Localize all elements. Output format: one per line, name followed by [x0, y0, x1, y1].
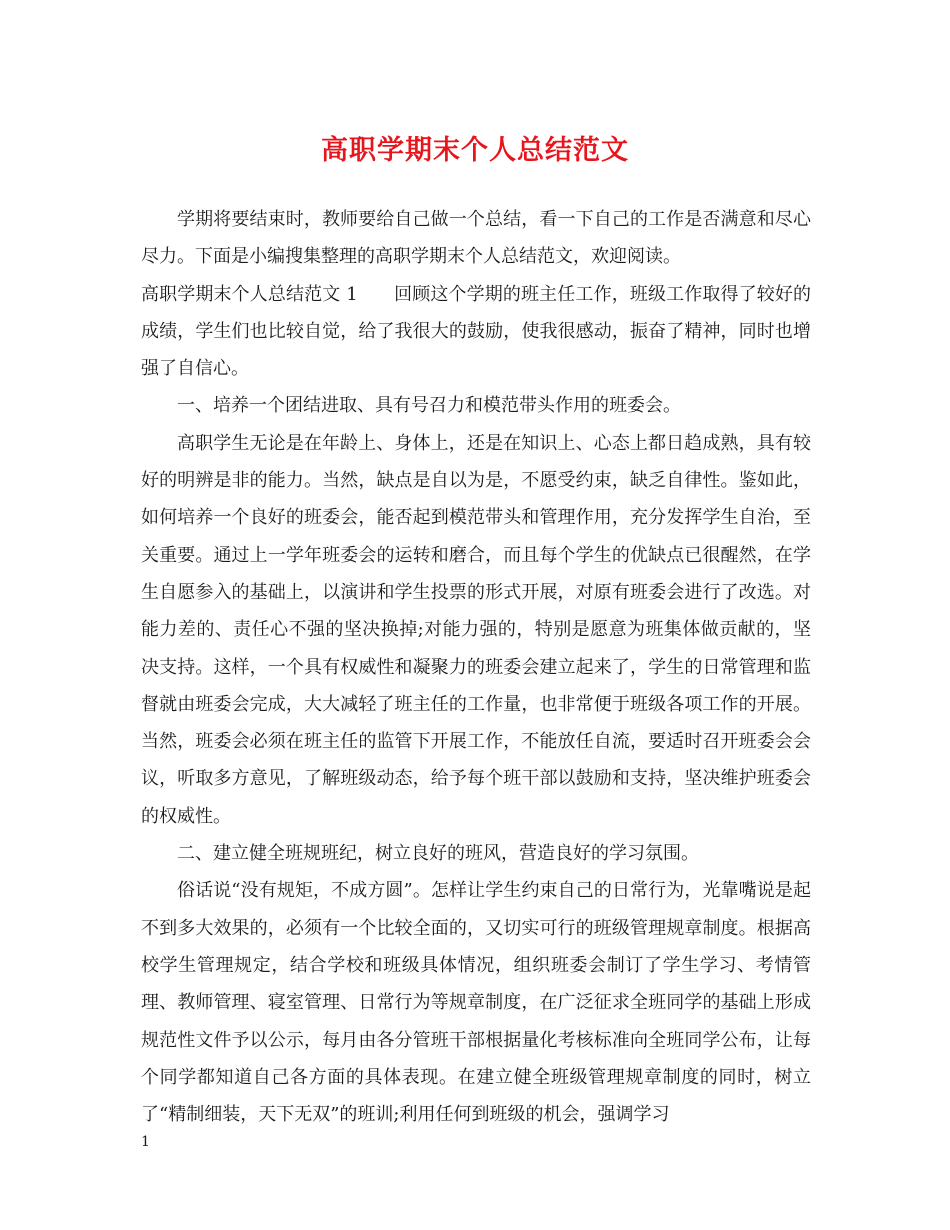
paragraph-body-2: 俗话说“没有规矩，不成方圆”。怎样让学生约束自己的日常行为，光靠嘴说是起不到多大效果的，必须有一个比较全面的，又切实可行的班级管理规章制度。根据高校学生管理规定，结合学校和班级具体情况，组织班委会制订了学生学习、考情管理、教师管理、寝室管理、日常行为等规章制度，在广泛征求全班同学的基础上形成规范性文件予以公示，每月由各分管班干部根据量化考核标准向全班同学公布，让每个同学都知道自己各方面的具体表现。在建立健全班级管理规章制度的同时，树立了“精制细装，天下无双”的班训;利用任何到班级的机会，强调学习 [141, 880, 811, 1126]
document-title: 高职学期末个人总结范文 [321, 135, 629, 166]
paragraph-section-1: 高职学期末个人总结范文 1 回顾这个学期的班主任工作，班级工作取得了较好的成绩，学生们也比较自觉，给了我很大的鼓励，使我很感动，振奋了精神，同时也增强了自信心。 [141, 283, 811, 380]
document-body [141, 201, 811, 1133]
paragraph-intro: 学期将要结束时，教师要给自己做一个总结，看一下自己的工作是否满意和尽心尽力。下面是小编搜集整理的高职学期末个人总结范文，欢迎阅读。 [141, 209, 811, 268]
paragraph-heading-2: 二、建立健全班规班纪，树立良好的班风，营造良好的学习氛围。 [177, 843, 699, 865]
paragraph-body-1: 高职学生无论是在年龄上、身体上，还是在知识上、心态上都日趋成熟，具有较好的明辨是非的能力。当然，缺点是自以为是，不愿受约束，缺乏自律性。鉴如此，如何培养一个良好的班委会，能否起到模范带头和管理作用，充分发挥学生自治，至关重要。通过上一学年班委会的运转和磨合，而且每个学生的优缺点已很醒然，在学生自愿参入的基础上，以演讲和学生投票的形式开展，对原有班委会进行了改选。对能力差的、责任心不强的坚决换掉;对能力强的，特别是愿意为班集体做贡献的，坚决支持。这样，一个具有权威性和凝聚力的班委会建立起来了，学生的日常管理和监督就由班委会完成，大大减轻了班主任的工作量，也非常便于班级各项工作的开展。当然，班委会必须在班主任的监管下开展工作，不能放任自流，要适时召开班委会会议，听取多方意见，了解班级动态，给予每个班干部以鼓励和支持，坚决维护班委会的权威性。 [141, 432, 811, 827]
page-number: 1 [141, 1134, 150, 1150]
paragraph-heading-1: 一、培养一个团结进取、具有号召力和模范带头作用的班委会。 [177, 395, 681, 417]
